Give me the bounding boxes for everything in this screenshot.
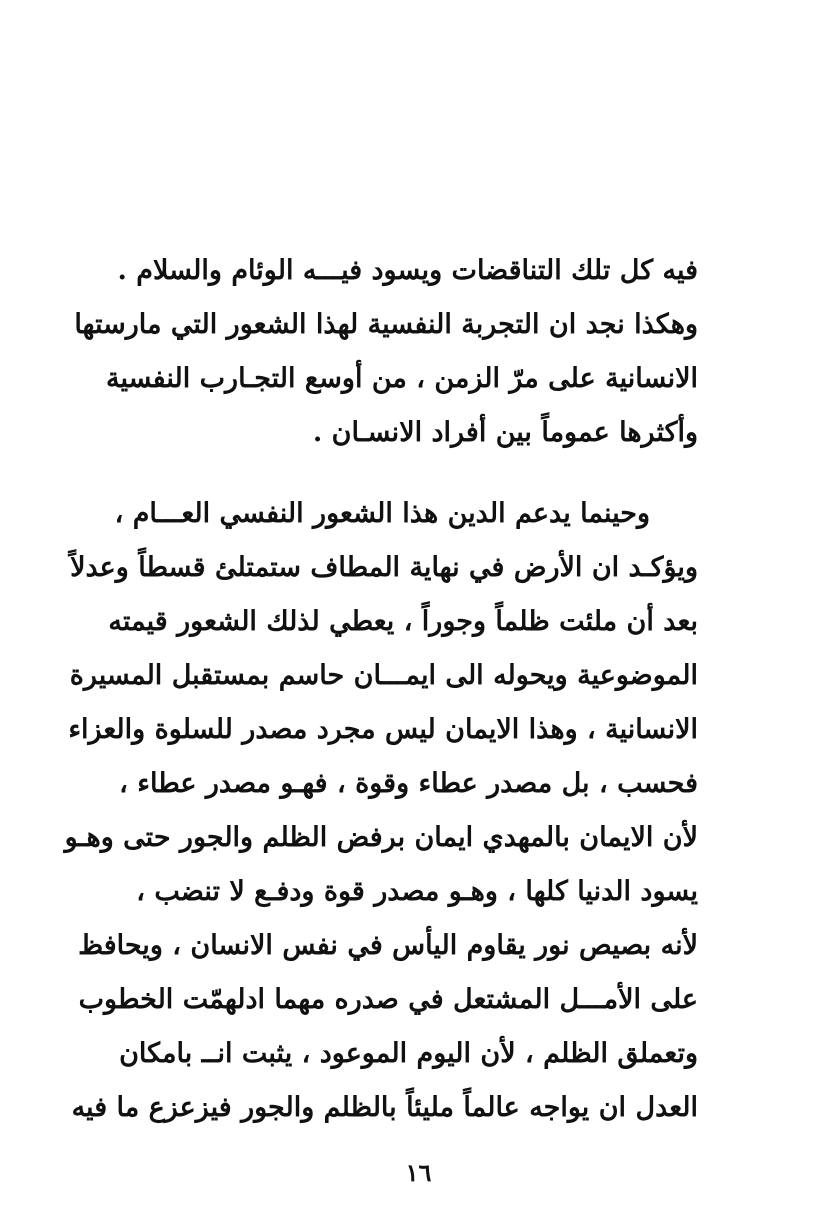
text-line: العدل ان يواجه عالماً مليئاً بالظلم والجور فيزعزع ما فيه [71, 1092, 698, 1123]
text-line: فيه كل تلك التناقضات ويسود فيـــه الوئام والسلام . [117, 255, 698, 286]
text-line: لأن الايمان بالمهدي ايمان برفض الظلم والجور حتى وهـو [64, 822, 698, 853]
text-line: ويؤكـد ان الأرض في نهاية المطاف ستمتلئ قسطاً وعدلاً [70, 552, 698, 583]
paragraph-1 [74, 244, 698, 460]
text-line: وأكثرها عموماً بين أفراد الانسـان . [312, 417, 698, 448]
text-line: وهكذا نجد ان التجربة النفسية لهذا الشعور التي مارستها [74, 309, 698, 340]
text-line: الموضوعية ويحوله الى ايمـــان حاسم بمستقبل المسيرة [69, 660, 698, 691]
text-line: الانسانية ، وهذا الايمان ليس مجرد مصدر للسلوة والعزاء [68, 714, 698, 745]
text-line: يسود الدنيا كلها ، وهـو مصدر قوة ودفـع لا تنضب ، [136, 876, 698, 907]
text-line: لأنه بصيص نور يقاوم اليأس في نفس الانسان ، ويحافظ [78, 930, 698, 961]
text-line: الانسانية على مرّ الزمن ، من أوسع التجـارب النفسية [105, 363, 698, 394]
paragraph-2 [64, 487, 698, 1135]
text-line: وتعملق الظلم ، لأن اليوم الموعود ، يثبت انــ بامكان [119, 1038, 698, 1069]
page-number: ١٦ [405, 1158, 432, 1187]
text-line: وحينما يدعم الدين هذا الشعور النفسي العـــام ، [114, 498, 650, 529]
text-line: فحسب ، بل مصدر عطاء وقوة ، فهـو مصدر عطاء ، [119, 768, 698, 799]
text-line: بعد أن ملئت ظلماً وجوراً ، يعطي لذلك الشعور قيمته [108, 606, 698, 637]
text-line: على الأمـــل المشتعل في صدره مهما ادلهمّت الخطوب [78, 984, 698, 1015]
